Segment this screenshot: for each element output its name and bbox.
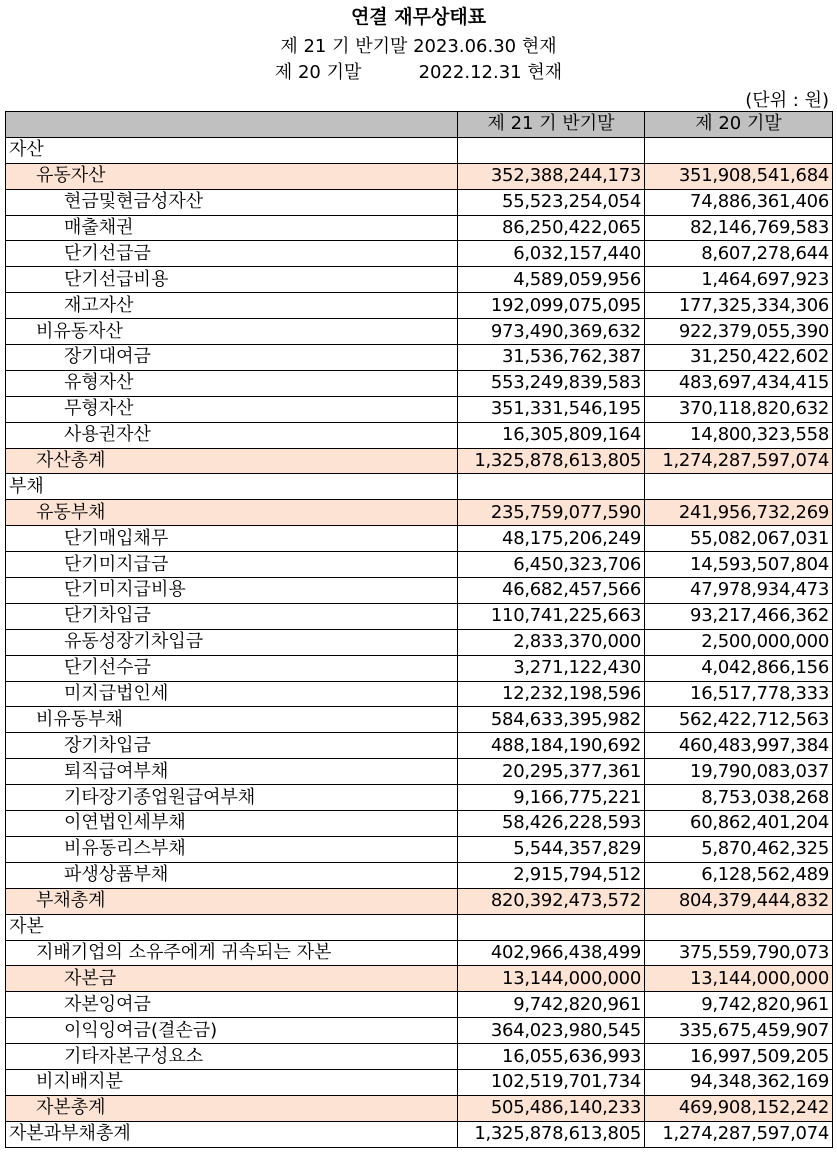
previous-period-value: 55,082,067,031 [645, 526, 833, 552]
previous-period-value [645, 137, 833, 163]
document-title: 연결 재무상태표 [350, 6, 487, 28]
previous-period-value: 31,250,422,602 [645, 345, 833, 371]
period-previous: 제 20 기말 2022.12.31 현재 [274, 62, 563, 83]
account-label: 자산 [6, 137, 458, 163]
account-label: 이익잉여금(결손금) [6, 1018, 458, 1044]
table-row [6, 681, 833, 707]
current-period-value: 13,144,000,000 [458, 966, 645, 992]
current-period-value: 584,633,395,982 [458, 707, 645, 733]
previous-period-value: 13,144,000,000 [645, 966, 833, 992]
current-period-value: 1,325,878,613,805 [458, 448, 645, 474]
table-row [6, 267, 833, 293]
account-label: 유동성장기차입금 [6, 629, 458, 655]
current-period-value: 553,249,839,583 [458, 370, 645, 396]
table-row [6, 1121, 833, 1147]
previous-period-value: 351,908,541,684 [645, 163, 833, 189]
current-period-value: 6,032,157,440 [458, 241, 645, 267]
table-header-row [6, 112, 833, 138]
current-period-value: 364,023,980,545 [458, 1018, 645, 1044]
table-row [6, 345, 833, 371]
previous-period-value: 93,217,466,362 [645, 603, 833, 629]
table-row [6, 655, 833, 681]
previous-period-value: 375,559,790,073 [645, 940, 833, 966]
table-row [6, 241, 833, 267]
previous-period-value: 2,500,000,000 [645, 629, 833, 655]
previous-period-value: 19,790,083,037 [645, 759, 833, 785]
table-row [6, 811, 833, 837]
previous-period-value: 370,118,820,632 [645, 396, 833, 422]
account-label: 유동부채 [6, 500, 458, 526]
current-period-value: 16,055,636,993 [458, 1044, 645, 1070]
previous-period-value: 804,379,444,832 [645, 888, 833, 914]
current-period-value: 3,271,122,430 [458, 655, 645, 681]
current-period-value: 402,966,438,499 [458, 940, 645, 966]
table-row [6, 422, 833, 448]
previous-period-value: 16,517,778,333 [645, 681, 833, 707]
period-current: 제 21 기 반기말 2023.06.30 현재 [280, 36, 557, 57]
account-label: 장기대여금 [6, 345, 458, 371]
previous-period-value: 8,753,038,268 [645, 785, 833, 811]
previous-period-value: 9,742,820,961 [645, 992, 833, 1018]
header-label-cell [6, 112, 458, 138]
account-label: 이연법인세부채 [6, 811, 458, 837]
table-row [6, 189, 833, 215]
account-label: 자본총계 [6, 1095, 458, 1121]
account-label: 비유동자산 [6, 319, 458, 345]
account-label: 자본금 [6, 966, 458, 992]
table-row [6, 137, 833, 163]
current-period-value: 352,388,244,173 [458, 163, 645, 189]
account-label: 유형자산 [6, 370, 458, 396]
table-row [6, 552, 833, 578]
previous-period-value: 16,997,509,205 [645, 1044, 833, 1070]
previous-period-value: 241,956,732,269 [645, 500, 833, 526]
previous-period-value: 4,042,866,156 [645, 655, 833, 681]
current-period-value: 973,490,369,632 [458, 319, 645, 345]
account-label: 무형자산 [6, 396, 458, 422]
account-label: 기타장기종업원급여부채 [6, 785, 458, 811]
account-label: 자본잉여금 [6, 992, 458, 1018]
table-row [6, 293, 833, 319]
previous-period-value: 14,800,323,558 [645, 422, 833, 448]
account-label: 기타자본구성요소 [6, 1044, 458, 1070]
account-label: 지배기업의 소유주에게 귀속되는 자본 [6, 940, 458, 966]
previous-period-value: 14,593,507,804 [645, 552, 833, 578]
previous-period-value: 94,348,362,169 [645, 1069, 833, 1095]
previous-period-value: 74,886,361,406 [645, 189, 833, 215]
table-row [6, 940, 833, 966]
table-row [6, 1018, 833, 1044]
account-label: 자본과부채총계 [6, 1121, 458, 1147]
current-period-value: 192,099,075,095 [458, 293, 645, 319]
previous-period-value [645, 914, 833, 940]
account-label: 자본 [6, 914, 458, 940]
current-period-value: 31,536,762,387 [458, 345, 645, 371]
previous-period-value: 1,274,287,597,074 [645, 1121, 833, 1147]
account-label: 부채총계 [6, 888, 458, 914]
table-row [6, 163, 833, 189]
previous-period-value: 6,128,562,489 [645, 862, 833, 888]
current-period-value: 86,250,422,065 [458, 215, 645, 241]
current-period-value: 1,325,878,613,805 [458, 1121, 645, 1147]
current-period-value: 9,166,775,221 [458, 785, 645, 811]
account-label: 비지배지분 [6, 1069, 458, 1095]
current-period-value: 55,523,254,054 [458, 189, 645, 215]
table-row [6, 370, 833, 396]
table-row [6, 966, 833, 992]
previous-period-value [645, 474, 833, 500]
account-label: 단기선급금 [6, 241, 458, 267]
table-row [6, 1095, 833, 1121]
previous-period-value: 8,607,278,644 [645, 241, 833, 267]
table-row [6, 603, 833, 629]
current-period-value: 820,392,473,572 [458, 888, 645, 914]
current-period-value: 20,295,377,361 [458, 759, 645, 785]
account-label: 비유동리스부채 [6, 836, 458, 862]
table-row [6, 448, 833, 474]
table-row [6, 785, 833, 811]
table-row [6, 396, 833, 422]
previous-period-value: 5,870,462,325 [645, 836, 833, 862]
table-row [6, 707, 833, 733]
previous-period-value: 335,675,459,907 [645, 1018, 833, 1044]
table-row [6, 629, 833, 655]
table-row [6, 888, 833, 914]
account-label: 사용권자산 [6, 422, 458, 448]
current-period-value: 6,450,323,706 [458, 552, 645, 578]
current-period-value: 9,742,820,961 [458, 992, 645, 1018]
current-period-value: 235,759,077,590 [458, 500, 645, 526]
previous-period-value: 47,978,934,473 [645, 578, 833, 604]
current-period-value: 4,589,059,956 [458, 267, 645, 293]
account-label: 장기차입금 [6, 733, 458, 759]
account-label: 퇴직급여부채 [6, 759, 458, 785]
account-label: 미지급법인세 [6, 681, 458, 707]
table-row [6, 914, 833, 940]
account-label: 단기미지급금 [6, 552, 458, 578]
table-row [6, 215, 833, 241]
current-period-value: 2,915,794,512 [458, 862, 645, 888]
previous-period-value: 177,325,334,306 [645, 293, 833, 319]
current-period-value: 16,305,809,164 [458, 422, 645, 448]
table-row [6, 733, 833, 759]
table-row [6, 992, 833, 1018]
previous-period-value: 562,422,712,563 [645, 707, 833, 733]
header-current-period: 제 21 기 반기말 [458, 112, 645, 138]
current-period-value [458, 137, 645, 163]
previous-period-value: 1,274,287,597,074 [645, 448, 833, 474]
account-label: 자산총계 [6, 448, 458, 474]
current-period-value: 351,331,546,195 [458, 396, 645, 422]
current-period-value: 58,426,228,593 [458, 811, 645, 837]
account-label: 단기선수금 [6, 655, 458, 681]
current-period-value: 46,682,457,566 [458, 578, 645, 604]
account-label: 매출채권 [6, 215, 458, 241]
table-row [6, 759, 833, 785]
current-period-value [458, 474, 645, 500]
table-row [6, 526, 833, 552]
current-period-value: 110,741,225,663 [458, 603, 645, 629]
table-row [6, 578, 833, 604]
account-label: 파생상품부채 [6, 862, 458, 888]
account-label: 단기미지급비용 [6, 578, 458, 604]
previous-period-value: 60,862,401,204 [645, 811, 833, 837]
account-label: 부채 [6, 474, 458, 500]
previous-period-value: 82,146,769,583 [645, 215, 833, 241]
current-period-value: 5,544,357,829 [458, 836, 645, 862]
current-period-value: 102,519,701,734 [458, 1069, 645, 1095]
table-row [6, 862, 833, 888]
account-label: 재고자산 [6, 293, 458, 319]
account-label: 단기매입채무 [6, 526, 458, 552]
previous-period-value: 922,379,055,390 [645, 319, 833, 345]
account-label: 단기차입금 [6, 603, 458, 629]
account-label: 단기선급비용 [6, 267, 458, 293]
table-row [6, 1069, 833, 1095]
balance-sheet-table [5, 111, 833, 1148]
previous-period-value: 469,908,152,242 [645, 1095, 833, 1121]
current-period-value: 48,175,206,249 [458, 526, 645, 552]
previous-period-value: 460,483,997,384 [645, 733, 833, 759]
table-row [6, 836, 833, 862]
account-label: 현금및현금성자산 [6, 189, 458, 215]
account-label: 유동자산 [6, 163, 458, 189]
current-period-value: 505,486,140,233 [458, 1095, 645, 1121]
account-label: 비유동부채 [6, 707, 458, 733]
current-period-value: 488,184,190,692 [458, 733, 645, 759]
current-period-value: 12,232,198,596 [458, 681, 645, 707]
header-previous-period: 제 20 기말 [645, 112, 833, 138]
previous-period-value: 1,464,697,923 [645, 267, 833, 293]
current-period-value [458, 914, 645, 940]
current-period-value: 2,833,370,000 [458, 629, 645, 655]
previous-period-value: 483,697,434,415 [645, 370, 833, 396]
table-row [6, 319, 833, 345]
unit-label: (단위 : 원) [745, 90, 829, 111]
table-row [6, 1044, 833, 1070]
table-row [6, 474, 833, 500]
table-row [6, 500, 833, 526]
